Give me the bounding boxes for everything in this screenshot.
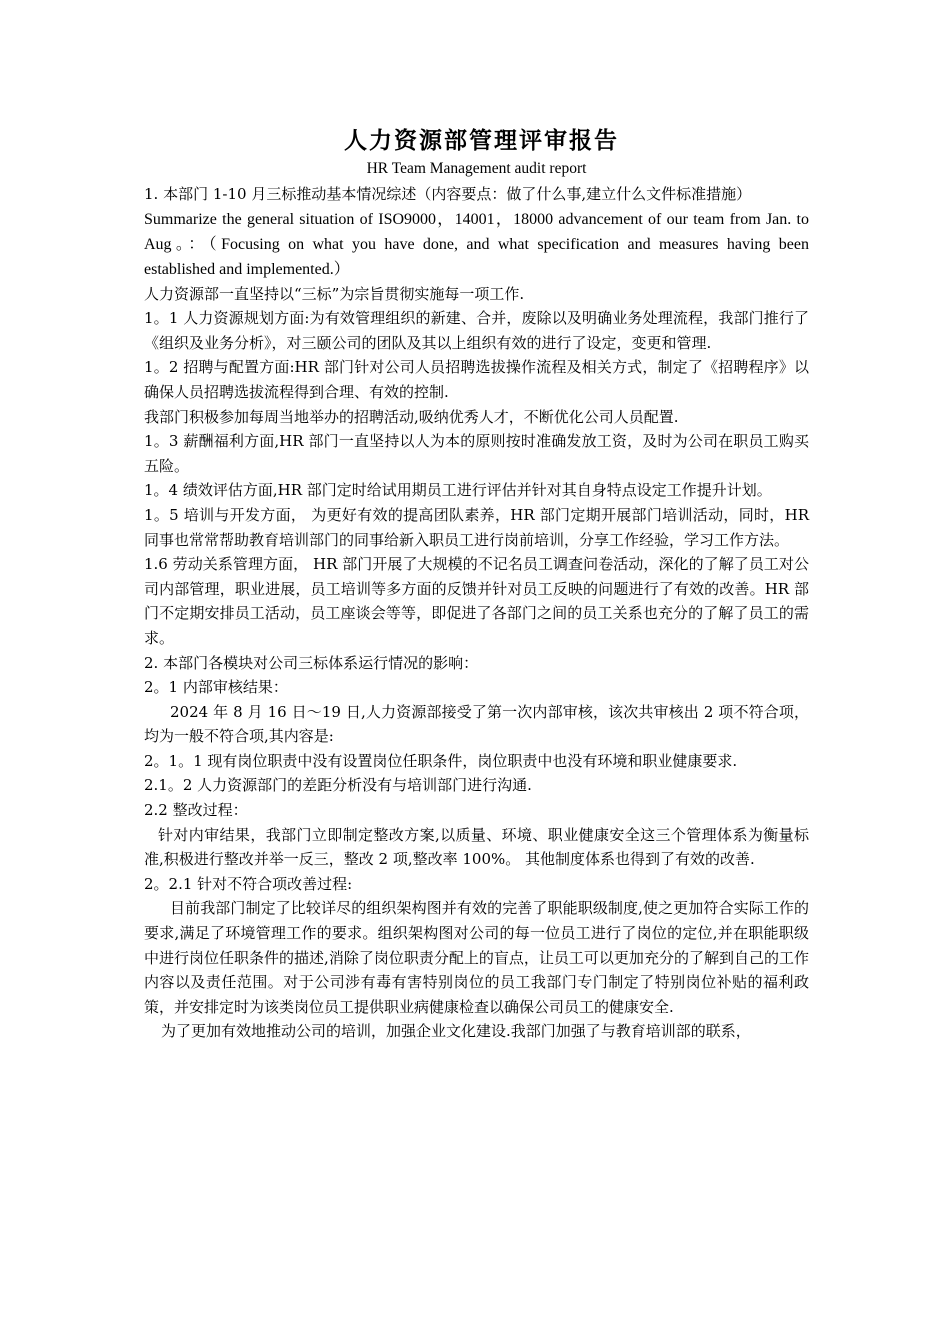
- heading-2-2: 2.2 整改过程：: [144, 801, 248, 820]
- heading-2-1: 2。1 内部审核结果：: [144, 678, 288, 697]
- paragraph-intro: 人力资源部一直坚持以“三标”为宗旨贯彻实施每一项工作.: [144, 284, 525, 303]
- paragraph-1-4: 1。4 绩效评估方面,HR 部门定时给试用期员工进行评估并针对其自身特点设定工作提升计划。: [144, 481, 772, 500]
- paragraph-1-1: 1。1 人力资源规划方面:为有效管理组织的新建、合并，废除以及明确业务处理流程，我部门推行了《组织及业务分析》，对三颐公司的团队及其以上组织有效的进行了设定，变更和管理.: [144, 309, 809, 352]
- paragraph-2-1-audit: 2024 年 8 月 16 日～19 日,人力资源部接受了第一次内部审核，该次共审核出 2 项不符合项，均为一般不符合项,其内容是:: [144, 702, 809, 746]
- document-body: [144, 124, 809, 1044]
- section-1-heading-english: Summarize the general situation of ISO9000，14001，18000 advancement of our team from Jan. to Aug。：（Focusing on what you have done, and what specification and measures having been established and implemented.）: [144, 210, 809, 278]
- paragraph-1-3: 1。3 薪酬福利方面,HR 部门一直坚持以人为本的原则按时准确发放工资，及时为公司在职员工购买五险。: [144, 432, 809, 475]
- paragraph-1-2: 1。2 招聘与配置方面:HR 部门针对公司人员招聘选拔操作流程及相关方式，制定了《招聘程序》以确保人员招聘选拔流程得到合理、有效的控制.: [144, 358, 809, 401]
- paragraph-2-2: 针对内审结果，我部门立即制定整改方案,以质量、环境、职业健康安全这三个管理体系为衡量标准,积极进行整改并举一反三，整改 2 项,整改率 100%。 其他制度体系也得到了有效的改善.: [144, 825, 809, 869]
- paragraph-1-2-continued: 我部门积极参加每周当地举办的招聘活动,吸纳优秀人才，不断优化公司人员配置.: [144, 407, 679, 426]
- heading-2-2-1: 2。2.1 针对不符合项改善过程:: [144, 874, 353, 893]
- paragraph-training: 为了更加有效地推动公司的培训，加强企业文化建设.我部门加强了与教育培训部的联系，: [161, 1022, 751, 1041]
- paragraph-1-6: 1.6 劳动关系管理方面， HR 部门开展了大规模的不记名员工调查问卷活动，深化的了解了员工对公司内部管理，职业进展，员工培训等多方面的反馈并针对员工反映的问题进行了有效的改善。HR 部门不定期安排员工活动，员工座谈会等等，即促进了各部门之间的员工关系也充分的了解了员工的需求。: [144, 555, 809, 647]
- paragraph-1-5: 1。5 培训与开发方面， 为更好有效的提高团队素养，HR 部门定期开展部门培训活动，同时，HR 同事也常常帮助教育培训部门的同事给新入职员工进行岗前培训，分享工作经验，学习工作方法。: [144, 505, 809, 549]
- paragraph-2-2-1: 目前我部门制定了比较详尽的组织架构图并有效的完善了职能职级制度,使之更加符合实际工作的要求,满足了环境管理工作的要求。组织架构图对公司的每一位员工进行了岗位的定位,并在职能职级中进行岗位任职条件的描述,消除了岗位职责分配上的盲点，让员工可以更加充分的了解到自己的工作内容以及责任范围。对于公司涉有毒有害特别岗位的员工我部门专门制定了特别岗位补贴的福利政策，并安排定时为该类岗位员工提供职业病健康检查以确保公司员工的健康安全.: [144, 899, 809, 1016]
- document-subtitle: HR Team Management audit report: [366, 160, 587, 177]
- section-1-heading: 1. 本部门 1-10 月三标推动基本情况综述（内容要点：做了什么事,建立什么文件标准措施）: [144, 185, 752, 203]
- section-2-heading: 2. 本部门各模块对公司三标体系运行情况的影响：: [144, 653, 479, 672]
- document-title: 人力资源部管理评审报告: [344, 127, 619, 154]
- item-2-1-2: 2.1。2 人力资源部门的差距分析没有与培训部门进行沟通.: [144, 776, 532, 795]
- item-2-1-1: 2。1。1 现有岗位职责中没有设置岗位任职条件，岗位职责中也没有环境和职业健康要求.: [144, 751, 738, 770]
